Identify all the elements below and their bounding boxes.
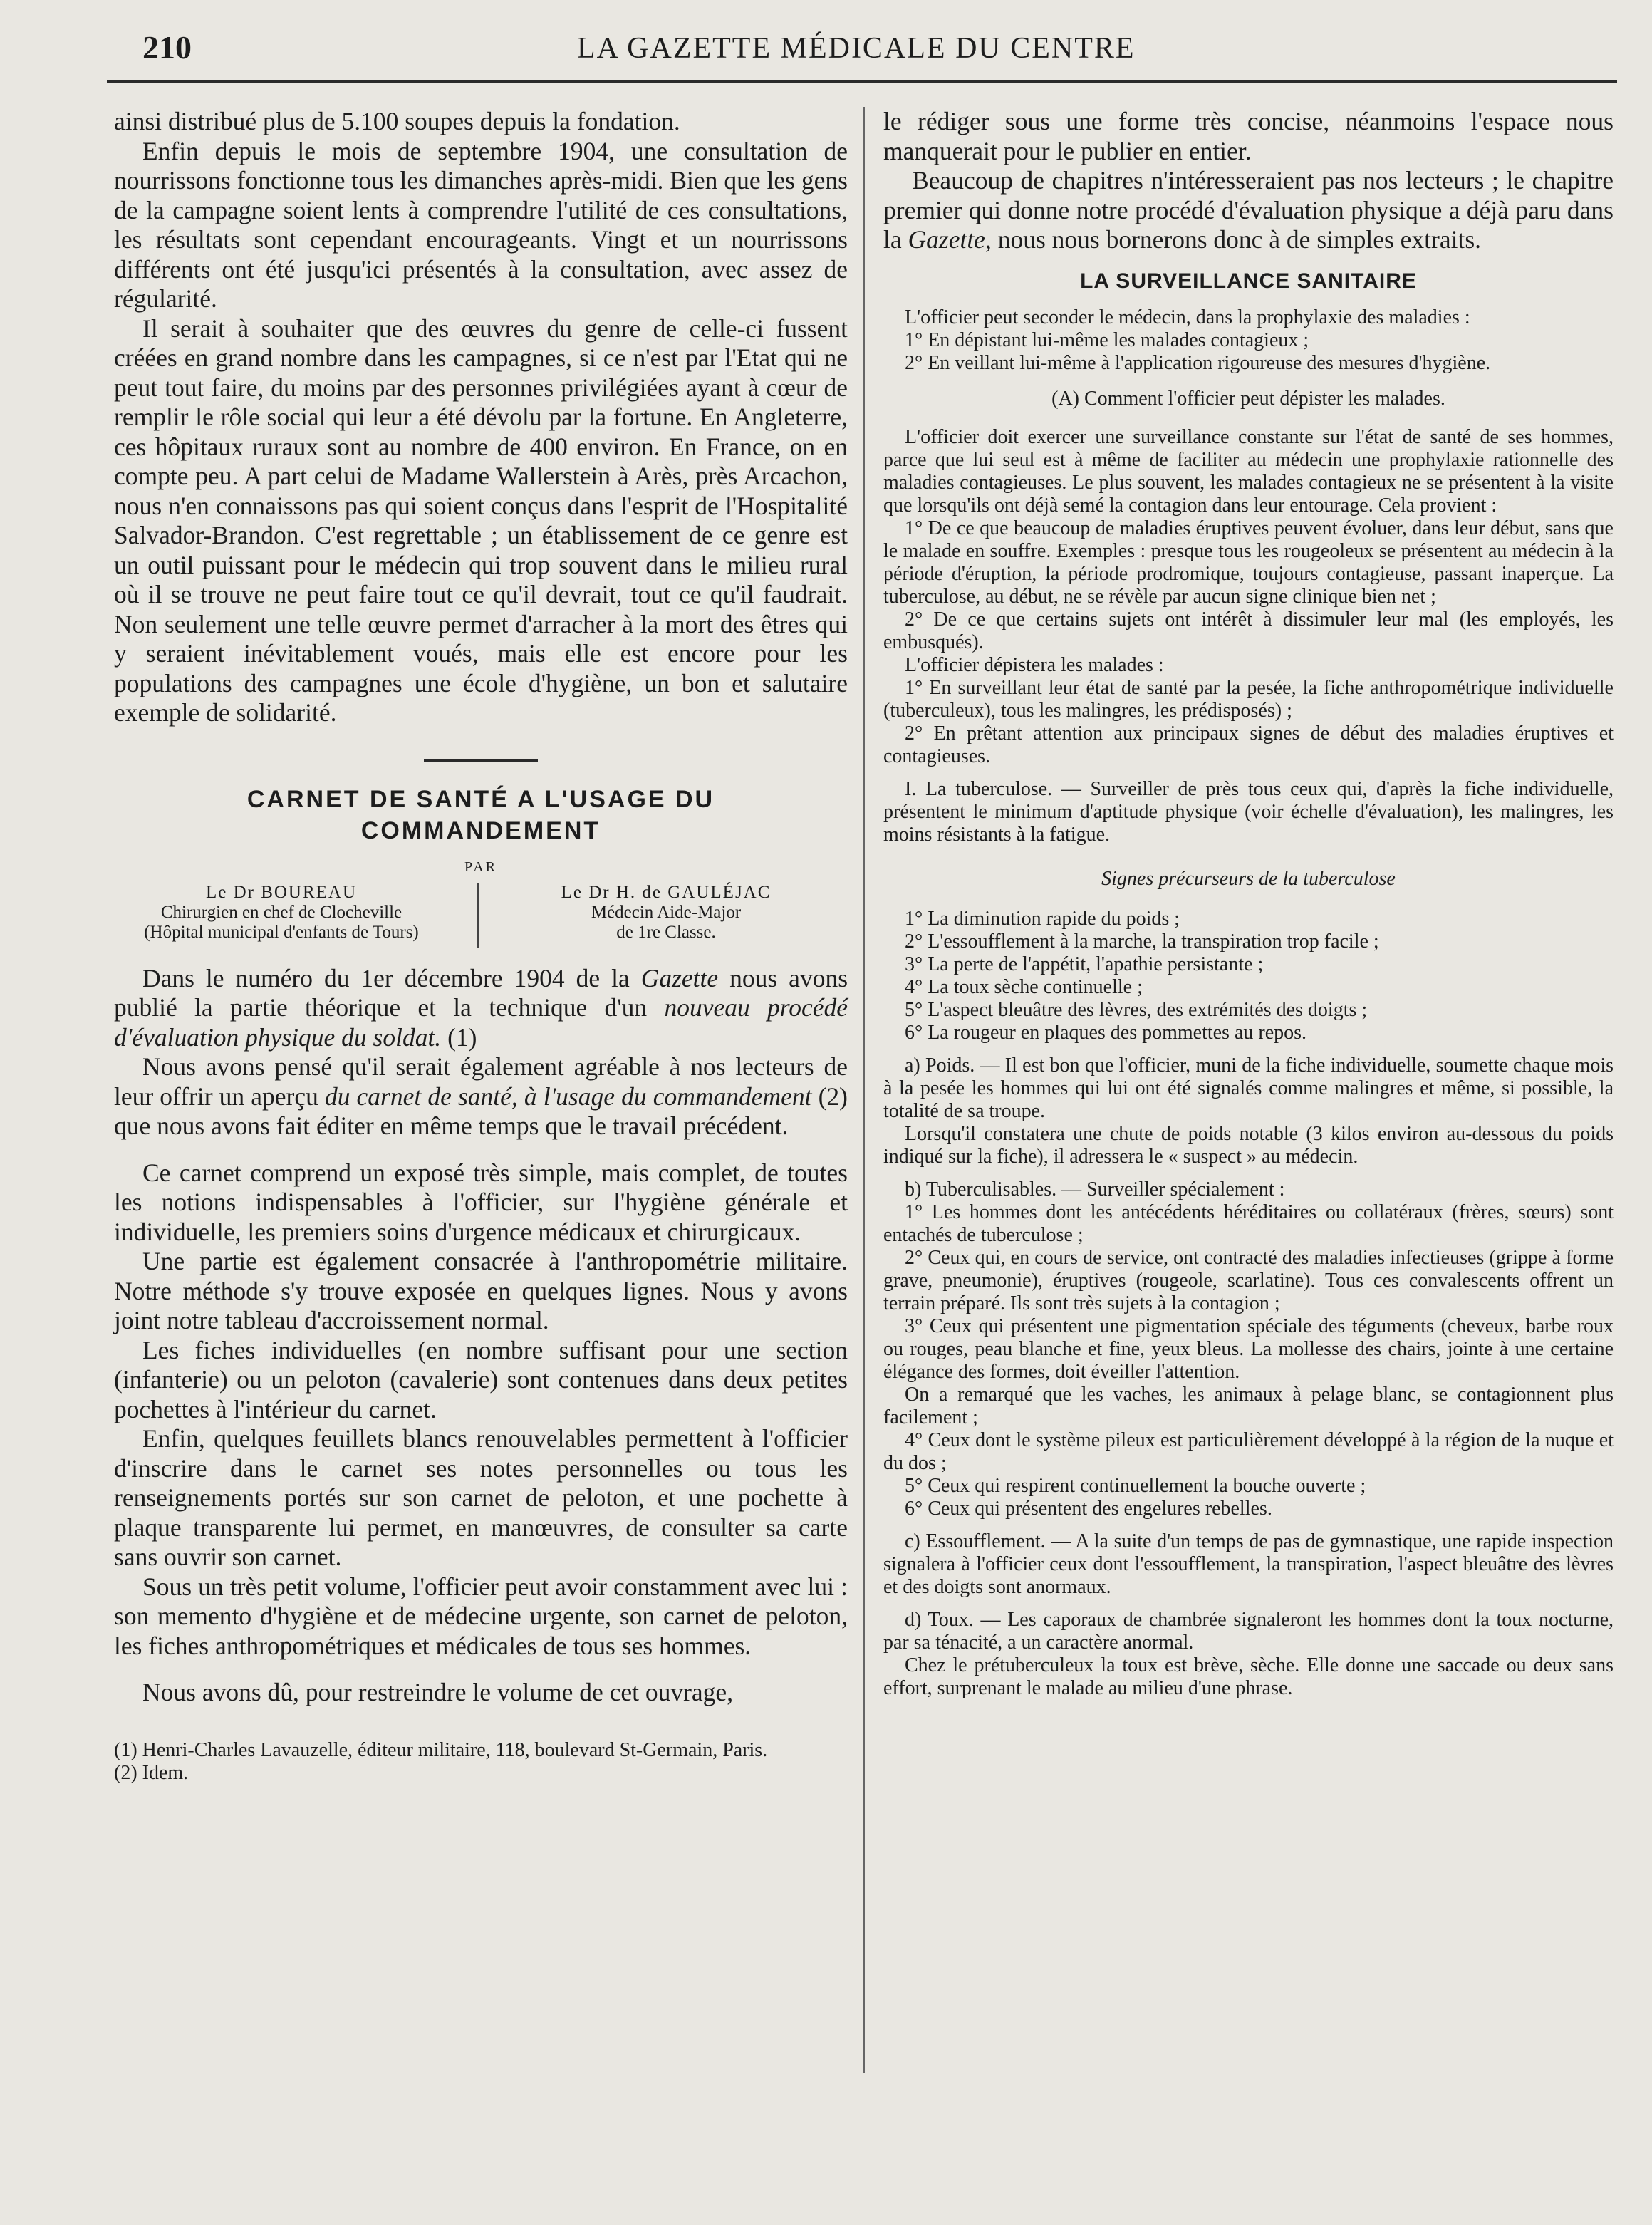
- list-item: 6° Ceux qui présentent des engelures rebelles.: [905, 1497, 1272, 1520]
- footnote-2: (2) Idem.: [114, 1761, 189, 1784]
- text-run-italic: Gazette: [640, 963, 719, 992]
- author-boureau: [114, 883, 449, 943]
- author-gaulejac: [499, 883, 833, 943]
- subsection-title: Signes précurseurs de la tuberculose: [1101, 867, 1396, 890]
- list-item: 1° Les hommes dont les antécédents héréditaires ou collatéraux (frères, sœurs) sont entachés de tuberculose ;: [883, 1200, 1614, 1246]
- paragraph: L'officier doit exercer une surveillance constante sur l'état de santé de ses hommes, parce que lui seul est à même de faciliter au médecin une prophylaxie rationnelle des maladies contagieuses. Le plus souvent, les malades contagieux ne se présentent à la visite que lorsqu'ils ont déjà semé la contagion dans leur entourage. Cela provient :: [883, 425, 1614, 517]
- text-run: Nous avons pensé qu'il serait également agréable à nos lecteurs de leur offrir un aperçu: [114, 1052, 848, 1111]
- text-run-italic: du carnet de santé, à l'usage du commandement: [324, 1082, 812, 1111]
- author-name: Le Dr H. de GAULÉJAC: [561, 882, 772, 902]
- paragraph: Une partie est également consacrée à l'anthropométrie militaire. Notre méthode s'y trouve exposée en quelques lignes. Nous y avons joint notre tableau d'accroissement normal.: [114, 1247, 848, 1334]
- list-item: 3° Ceux qui présentent une pigmentation spéciale des téguments (cheveux, barbe roux ou rouges, peau blanche et fine, yeux bleus. La mollesse des chairs, jointe à une certaine élégance des formes, doit éveiller l'attention.: [883, 1314, 1614, 1383]
- section-title: LA SURVEILLANCE SANITAIRE: [1080, 269, 1417, 293]
- signs-list: [883, 908, 1614, 1044]
- text-run: , nous nous bornerons donc à de simples extraits.: [985, 225, 1482, 254]
- author-affiliation: (Hôpital municipal d'enfants de Tours): [144, 922, 419, 942]
- author-title: Chirurgien en chef de Clocheville: [160, 902, 402, 922]
- text-run-italic: nouveau procédé d'évaluation physique du soldat.: [114, 993, 848, 1052]
- author-separator: [477, 883, 479, 948]
- text-run-italic: Gazette: [908, 225, 985, 254]
- column-divider: [863, 107, 865, 2073]
- paragraph: Ce carnet comprend un exposé très simple, mais complet, de toutes les notions indispensables à l'officier, sur l'hygiène générale et individuelle, les premiers soins d'urgence médicaux et chirurgicaux.: [114, 1158, 848, 1246]
- author-name: Le Dr BOUREAU: [205, 882, 358, 902]
- author-affiliation: de 1re Classe.: [616, 922, 716, 942]
- right-column: [883, 107, 1614, 1700]
- text-run: Beaucoup de chapitres n'intéresseraient pas nos lecteurs ; le chapitre premier qui donne notre procédé d'évaluation physique a déjà paru dans la: [883, 166, 1614, 254]
- spacer: [883, 1520, 1614, 1530]
- paragraph: le rédiger sous une forme très concise, néanmoins l'espace nous manquerait pour le publier en entier.: [883, 107, 1614, 165]
- paragraph: Lorsqu'il constatera une chute de poids notable (3 kilos environ au-dessous du poids indiqué sur la fiche), il adressera le « suspect » au médecin.: [883, 1122, 1614, 1168]
- list-item: 1° En surveillant leur état de santé par la pesée, la fiche anthropométrique individuelle (tuberculeux), tous les malingres, les prédisposés) ;: [883, 676, 1614, 722]
- list-item: 1° De ce que beaucoup de maladies éruptives peuvent évoluer, dans leur début, sans que le malade en souffre. Exemples : presque tous les rougeoleux se présentent au médecin à la période d'éruption, la période prodromique, toujours contagieuse, passant inaperçue. La tuberculose, au début, ne se révèle par aucun signe clinique bien net ;: [883, 517, 1614, 608]
- author-title: Médecin Aide-Major: [591, 902, 742, 922]
- paragraph: ainsi distribué plus de 5.100 soupes depuis la fondation.: [114, 107, 680, 135]
- spacer: [883, 1599, 1614, 1609]
- paragraph: Chez le prétuberculeux la toux est brève, sèche. Elle donne une saccade ou deux sans effort, surprenant le malade au milieu d'une phrase.: [883, 1654, 1614, 1699]
- footnotes: [114, 1739, 848, 1785]
- list-item: On a remarqué que les vaches, les animaux à pelage blanc, se contagionnent plus facilement ;: [883, 1383, 1614, 1428]
- list-item: 3° La perte de l'appétit, l'apathie persistante ;: [905, 953, 1264, 975]
- paragraph: Enfin depuis le mois de septembre 1904, une consultation de nourrissons fonctionne tous les dimanches après-midi. Bien que les gens de la campagne soient lents à comprendre l'utilité de ces consultations, les résultats sont cependant encourageants. Vingt et un nourrissons différents ont été jusqu'ici présentés à la consultation, avec assez de régularité.: [114, 136, 848, 313]
- subsection-title: (A) Comment l'officier peut dépister les malades.: [1051, 387, 1445, 410]
- paragraph: b) Tuberculisables. — Surveiller spécialement :: [905, 1178, 1285, 1200]
- header-rule: [107, 80, 1617, 83]
- paragraph: L'officier peut seconder le médecin, dans la prophylaxie des maladies :: [905, 306, 1470, 328]
- list-item: 1° En dépistant lui-même les malades contagieux ;: [905, 328, 1309, 351]
- list-item: 2° Ceux qui, en cours de service, ont contracté des maladies infectieuses (grippe à forme grave, pneumonie), éruptives (rougeole, scarlatine). Tous ces convalescents offrent un terrain préparé. Ils sont très sujets à la contagion ;: [883, 1246, 1614, 1314]
- list-item: 2° De ce que certains sujets ont intérêt à dissimuler leur mal (les employés, les embusqués).: [883, 608, 1614, 653]
- list-item: 6° La rougeur en plaques des pommettes au repos.: [905, 1021, 1307, 1044]
- paragraph: Il serait à souhaiter que des œuvres du genre de celle-ci fussent créées en grand nombre dans les campagnes, si ce n'est par l'Etat qui ne peut tout faire, du moins par des personnes privilégiées ayant à cœur de remplir le rôle social qui leur a été dévolu par la fortune. En Angleterre, ces hôpitaux ruraux sont au nombre de 400 environ. En France, on en compte peu. A part celui de Madame Wallerstein à Arès, près Arcachon, nous n'en connaissons pas qui soient conçus dans l'esprit de l'Hospitalité Salvador-Brandon. C'est regrettable ; un établissement de ce genre est un outil puissant pour le médecin qui trop souvent dans le milieu rural où il se trouve ne peut faire tout ce qu'il devrait, tout ce qu'il faudrait. Non seulement une telle œuvre permet d'arracher à la mort des êtres qui y seraient inévitablement voués, mais elle est encore pour les populations des campagnes une école d'hygiène, un bon et salutaire exemple de solidarité.: [114, 313, 848, 727]
- article-title-line1: CARNET DE SANTÉ A L'USAGE DU: [246, 785, 715, 813]
- paragraph: [114, 1052, 848, 1141]
- spacer: [114, 1141, 848, 1158]
- paragraph: L'officier dépistera les malades :: [905, 653, 1164, 676]
- text-run: (2) que nous avons fait éditer en même temps que le travail précédent.: [114, 1082, 848, 1140]
- list-item: 5° L'aspect bleuâtre des lèvres, des extrémités des doigts ;: [905, 998, 1368, 1021]
- paragraph: [114, 964, 848, 1053]
- paragraph: Enfin, quelques feuillets blancs renouvelables permettent à l'officier d'inscrire dans le carnet ses notes personnelles ou tous les renseignements portés sur son carnet de peloton, et une pochette à plaque transparente lui permet, en manœuvres, de consulter sa carte sans ouvrir son carnet.: [114, 1424, 848, 1571]
- paragraph: Les fiches individuelles (en nombre suffisant pour une section (infanterie) ou un peloton (cavalerie) sont contenues dans deux petites pochettes à l'intérieur du carnet.: [114, 1335, 848, 1423]
- paragraph: Sous un très petit volume, l'officier peut avoir constamment avec lui : son memento d'hygiène et de médecine urgente, son carnet de peloton, les fiches anthropométriques et médicales de tous ses hommes.: [114, 1572, 848, 1660]
- article-title-line2: COMMANDEMENT: [360, 816, 601, 844]
- list-item: 1° La diminution rapide du poids ;: [905, 907, 1180, 930]
- list-item: 4° Ceux dont le système pileux est particulièrement développé à la région de la nuque et du dos ;: [883, 1428, 1614, 1474]
- text-run: (1): [441, 1022, 477, 1052]
- text-run: Dans le numéro du 1er décembre 1904 de la: [142, 963, 641, 992]
- byline-par: PAR: [464, 859, 498, 875]
- spacer: [883, 1168, 1614, 1178]
- paragraph: d) Toux. — Les caporaux de chambrée signaleront les hommes dont la toux nocturne, par sa ténacité, a un caractère anormal.: [883, 1608, 1614, 1654]
- spacer: [883, 768, 1614, 778]
- paragraph: a) Poids. — Il est bon que l'officier, muni de la fiche individuelle, soumette chaque mois à la pesée les hommes qui lui ont été signalés comme malingres et même, si possible, la totalité de sa troupe.: [883, 1054, 1614, 1122]
- list-item: 2° L'essoufflement à la marche, la transpiration trop facile ;: [905, 930, 1379, 953]
- spacer: [114, 1661, 848, 1678]
- spacer: [883, 1044, 1614, 1054]
- paragraph: Nous avons dû, pour restreindre le volume de cet ouvrage,: [142, 1678, 734, 1706]
- paragraph: [883, 166, 1614, 255]
- text-run: nous avons publié la partie théorique et la technique d'un: [114, 963, 848, 1022]
- list-item: 4° La toux sèche continuelle ;: [905, 975, 1143, 998]
- page-header: [107, 27, 1617, 77]
- authors-block: [114, 883, 848, 948]
- section-rule: [424, 759, 538, 762]
- footnote-1: (1) Henri-Charles Lavauzelle, éditeur militaire, 118, boulevard St-Germain, Paris.: [114, 1738, 768, 1761]
- page-number: 210: [142, 29, 192, 66]
- list-item: 5° Ceux qui respirent continuellement la bouche ouverte ;: [905, 1474, 1366, 1497]
- journal-title: LA GAZETTE MÉDICALE DU CENTRE: [577, 32, 1136, 65]
- paragraph: I. La tuberculose. — Surveiller de près tous ceux qui, d'après la fiche individuelle, présentent le minimum d'aptitude physique (voir échelle d'évaluation), les malingres, les moins résistants à la fatigue.: [883, 777, 1614, 846]
- article-title: [114, 784, 848, 846]
- left-column: [114, 107, 848, 1785]
- list-item: 2° En veillant lui-même à l'application rigoureuse des mesures d'hygiène.: [905, 351, 1491, 374]
- paragraph: c) Essoufflement. — A la suite d'un temps de pas de gymnastique, une rapide inspection signalera à l'officier ceux dont l'essoufflement, la transpiration, l'aspect bleuâtre des lèvres et des doigts sont anormaux.: [883, 1530, 1614, 1598]
- list-item: 2° En prêtant attention aux principaux signes de début des maladies éruptives et contagieuses.: [883, 722, 1614, 767]
